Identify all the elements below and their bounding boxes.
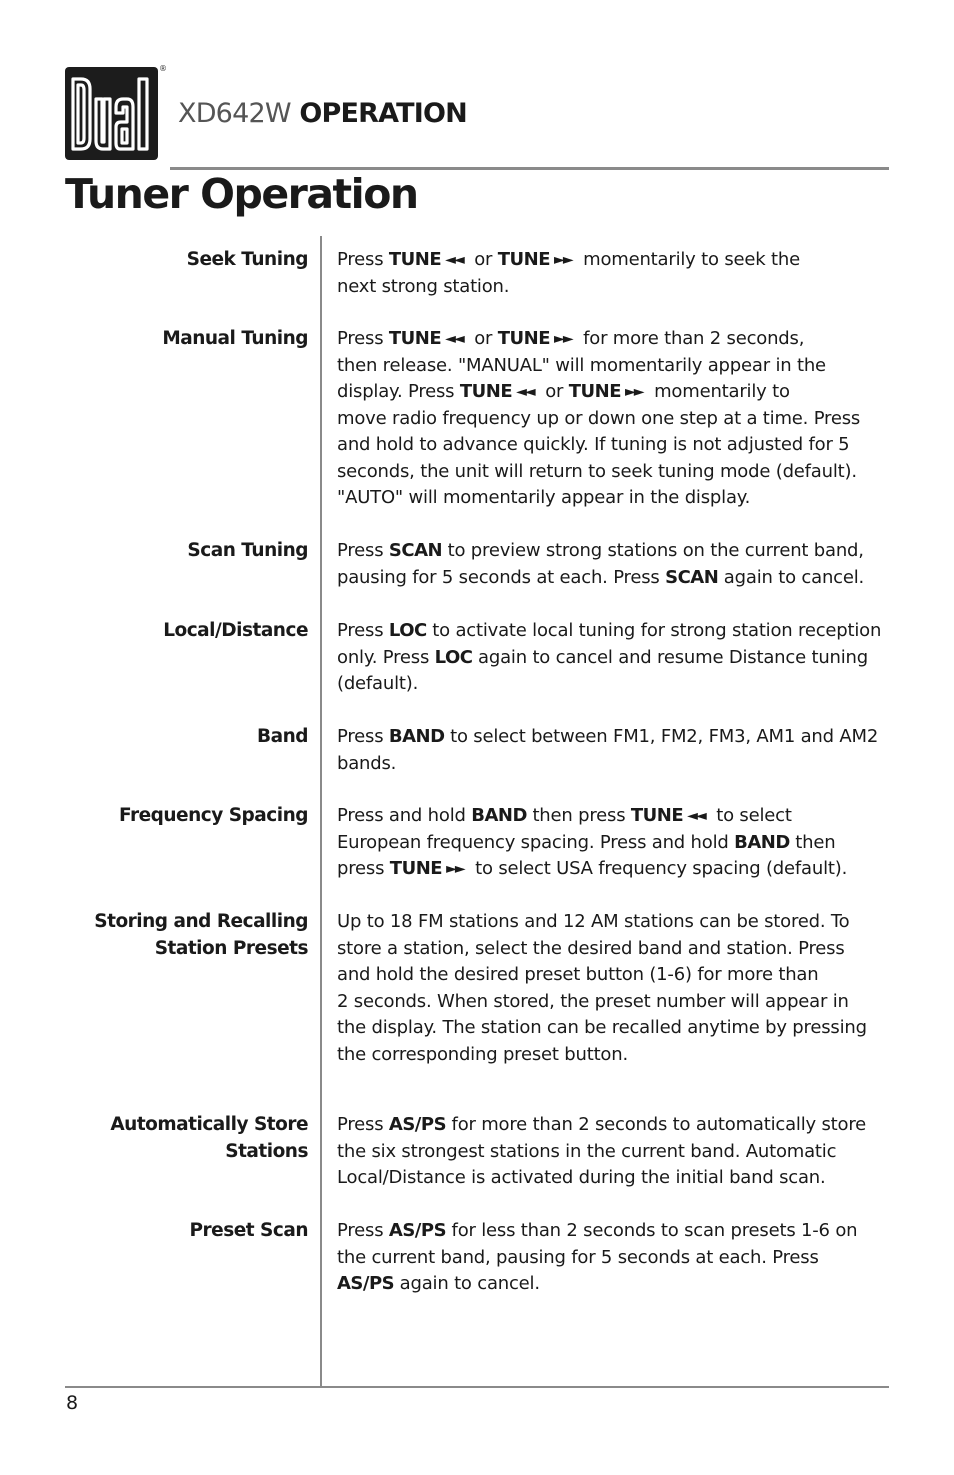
section-label: Local/Distance	[163, 620, 308, 641]
footer-divider	[65, 1386, 889, 1388]
section-description: Press AS/PS for less than 2 seconds to scan presets 1-6 on the current band, pausing for 5 seconds at each. Press AS/PS again to cancel.	[337, 1220, 858, 1294]
section-label: Frequency Spacing	[119, 805, 308, 826]
section-description: Press SCAN to preview strong stations on the current band, pausing for 5 seconds at each. Press SCAN again to cancel.	[337, 540, 865, 588]
rewind-icon: ◄◄	[687, 808, 705, 824]
section-description: Press BAND to select between FM1, FM2, FM3, AM1 and AM2 bands.	[337, 726, 879, 774]
section-label: Storing and Recalling Station Presets	[94, 911, 308, 959]
header-title	[178, 98, 467, 129]
rewind-icon: ◄◄	[516, 384, 534, 400]
forward-icon: ►►	[446, 861, 464, 877]
model-number: XD642W	[178, 98, 291, 129]
forward-icon: ►►	[554, 331, 572, 347]
section-description: Press and hold BAND then press TUNE ◄◄ to select European frequency spacing. Press and hold BAND then press TUNE ►► to select USA frequency spacing (default).	[337, 803, 907, 883]
page-title: Tuner Operation	[65, 170, 418, 218]
rewind-icon: ◄◄	[445, 252, 463, 268]
rewind-icon: ◄◄	[445, 331, 463, 347]
dual-logo	[65, 67, 158, 160]
forward-icon: ►►	[554, 252, 572, 268]
section-description: Press LOC to activate local tuning for strong station reception only. Press LOC again to cancel and resume Distance tuning (default).	[337, 620, 882, 694]
section-description: Press AS/PS for more than 2 seconds to automatically store the six strongest stations in the current band. Automatic Local/Distance is activated during the initial band scan.	[337, 1114, 867, 1188]
operation-word: OPERATION	[299, 98, 467, 129]
section-description: Press TUNE ◄◄ or TUNE ►► for more than 2 seconds, then release. "MANUAL" will momentarily appear in the display. Press TUNE ◄◄ or TUNE ►► momentarily to move radio frequency up or down one step at a time. Press and hold to advance quickly. If tuning is not adjusted for 5 seconds, the unit will return to seek tuning mode (default). "AUTO" will momentarily appear in the display.	[337, 328, 861, 508]
section-label: Seek Tuning	[186, 249, 308, 270]
section-description: Up to 18 FM stations and 12 AM stations can be stored. To store a station, select the desired band and station. Press and hold the desired preset button (1-6) for more than 2 seconds. When stored, the preset number will appear in the display. The station can be recalled anytime by pressing the corresponding preset button.	[337, 911, 867, 1065]
page-number: 8	[66, 1392, 79, 1414]
registered-mark: ®	[159, 64, 167, 73]
section-description: Press TUNE ◄◄ or TUNE ►► momentarily to seek the next strong station.	[337, 249, 800, 297]
section-label: Scan Tuning	[187, 540, 308, 561]
forward-icon: ►►	[625, 384, 643, 400]
section-label: Automatically Store Stations	[110, 1114, 308, 1162]
column-divider	[320, 236, 322, 1386]
section-label: Preset Scan	[189, 1220, 308, 1241]
section-label: Manual Tuning	[162, 328, 308, 349]
section-label: Band	[257, 726, 308, 747]
